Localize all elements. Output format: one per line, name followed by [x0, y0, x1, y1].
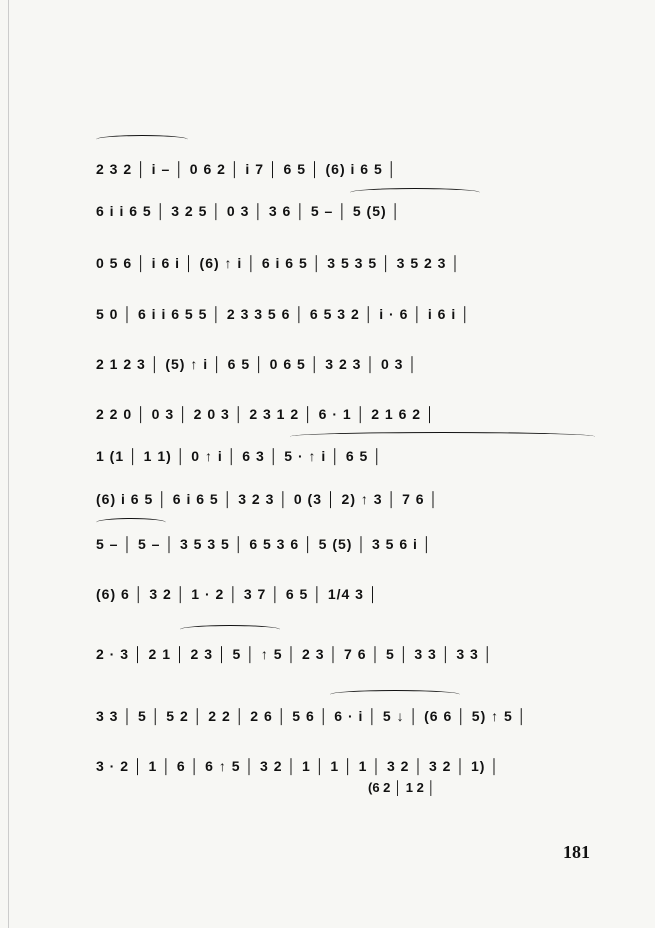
page-number: 181 [563, 842, 590, 862]
score-row-4 [96, 298, 604, 332]
slur [96, 518, 166, 527]
slur [180, 625, 280, 634]
row-notes: 5 0 │ 6 i i 6 5 5 │ 2 3 3 5 6 │ 6 5 3 2 │ i · 6 │ i 6 i │ [96, 306, 471, 322]
row-notes: 2 3 2 │ i – │ 0 6 2 │ i 7 │ 6 5 │ (6) i 6 5 │ [96, 161, 398, 177]
score-row-3 [96, 247, 604, 281]
score-row-5 [96, 348, 604, 382]
slur [350, 188, 480, 197]
row-notes: 0 5 6 │ i 6 i │ (6) ↑ i │ 6 i 6 5 │ 3 5 3 5 │ 3 5 2 3 │ [96, 255, 462, 271]
score-row-11 [96, 638, 604, 672]
row-notes: 2 2 0 │ 0 3 │ 2 0 3 │ 2 3 1 2 │ 6 · 1 │ 2 1 6 2 │ [96, 406, 436, 422]
score-row-7 [96, 440, 604, 474]
row-notes: (6) i 6 5 │ 6 i 6 5 │ 3 2 3 │ 0 (3 │ 2) ↑ 3 │ 7 6 │ [96, 491, 440, 507]
row-notes: (6) 6 │ 3 2 │ 1 · 2 │ 3 7 │ 6 5 │ 1/4 3 │ [96, 586, 379, 602]
score-row-2 [96, 195, 604, 229]
score-row-8 [96, 483, 604, 517]
page-left-edge [8, 0, 9, 928]
row-notes: 3 3 │ 5 │ 5 2 │ 2 2 │ 2 6 │ 5 6 │ 6 · i │ 5 ↓ │ (6 6 │ 5) ↑ 5 │ [96, 708, 528, 724]
slur [290, 432, 595, 441]
row-notes: 1 (1 │ 1 1) │ 0 ↑ i │ 6 3 │ 5 · ↑ i │ 6 5 │ [96, 448, 383, 464]
score-row-6 [96, 398, 604, 432]
slur [96, 135, 188, 144]
row-notes: 6 i i 6 5 │ 3 2 5 │ 0 3 │ 3 6 │ 5 – │ 5 (5) │ [96, 203, 402, 219]
row-notes: 3 · 2 │ 1 │ 6 │ 6 ↑ 5 │ 3 2 │ 1 │ 1 │ 1 │ 3 2 │ 3 2 │ 1) │ [96, 758, 501, 774]
score-row-9 [96, 528, 604, 562]
slur [330, 690, 460, 699]
score-row-1 [96, 153, 604, 187]
score-row-10 [96, 578, 604, 612]
score-row-12 [96, 700, 604, 734]
score-row-13 [96, 750, 604, 784]
row-notes: 2 1 2 3 │ (5) ↑ i │ 6 5 │ 0 6 5 │ 3 2 3 │ 0 3 │ [96, 356, 419, 372]
row-notes: 5 – │ 5 – │ 3 5 3 5 │ 6 5 3 6 │ 5 (5) │ 3 5 6 i │ [96, 536, 433, 552]
ossia-line: (6 2 │ 1 2 │ [368, 780, 436, 795]
row-notes: 2 · 3 │ 2 1 │ 2 3 │ 5 │ ↑ 5 │ 2 3 │ 7 6 │ 5 │ 3 3 │ 3 3 │ [96, 646, 494, 662]
